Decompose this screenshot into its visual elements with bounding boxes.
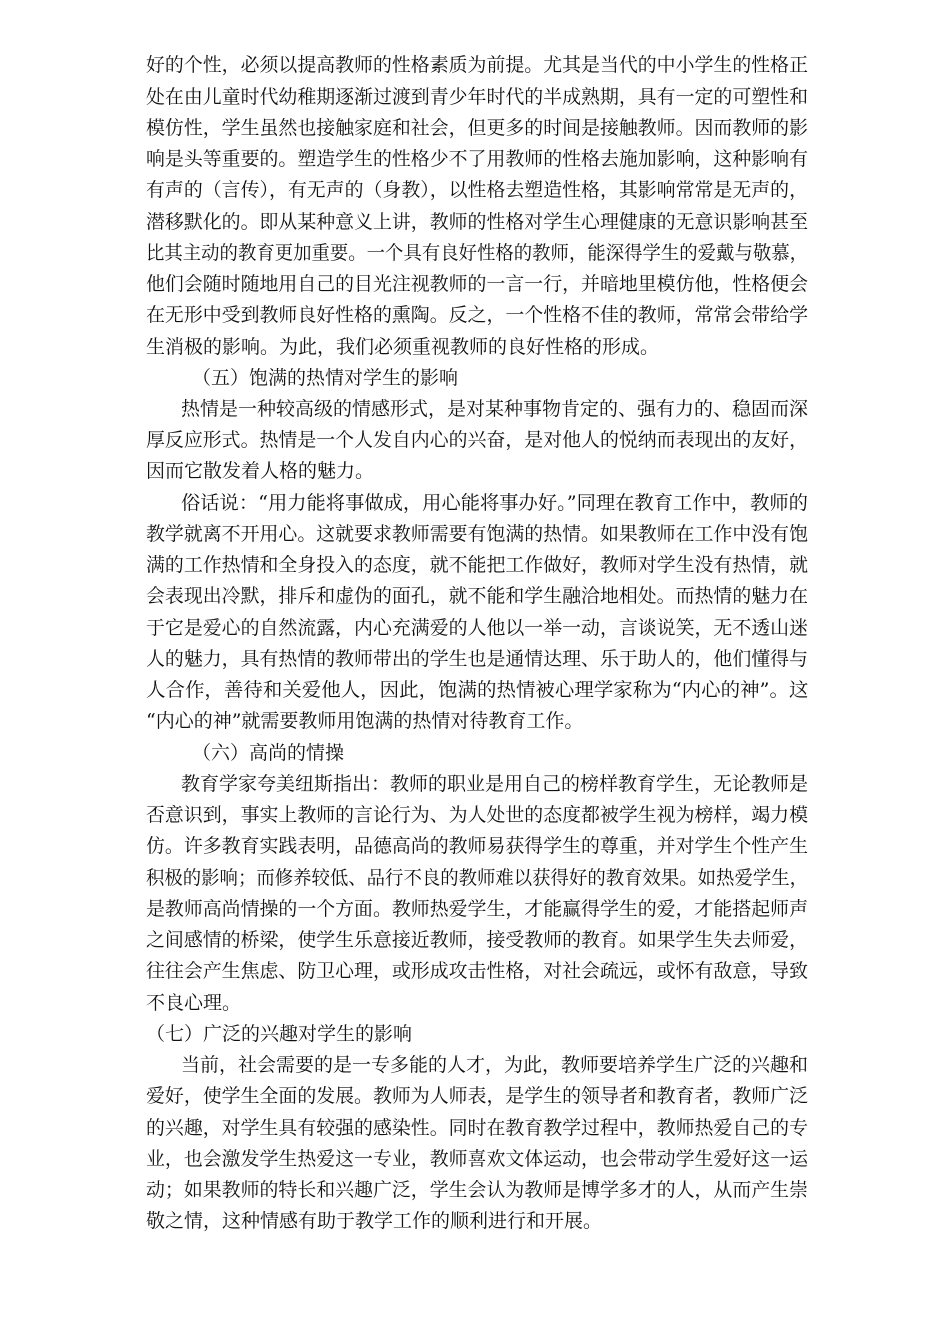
- paragraph-line: 不良心理。: [146, 992, 242, 1014]
- paragraph-line: 人合作，善待和关爱他人，因此，饱满的热情被心理学家称为“内心的神”。这: [146, 679, 809, 701]
- section-heading: （五）饱满的热情对学生的影响: [192, 367, 459, 389]
- paragraph-line: 于它是爱心的自然流露，内心充满爱的人他以一举一动，言谈说笑，无不透山迷: [146, 617, 809, 639]
- paragraph-line: 热情是一种较高级的情感形式，是对某种事物肯定的、强有力的、稳固而深: [181, 398, 809, 420]
- paragraph-line: 比其主动的教育更加重要。一个具有良好性格的教师，能深得学生的爱戴与敬慕，: [146, 242, 809, 264]
- section-heading: （七）广泛的兴趣对学生的影响: [146, 1023, 413, 1045]
- paragraph-line: 好的个性，必须以提高教师的性格素质为前提。尤其是当代的中小学生的性格正: [146, 54, 809, 76]
- paragraph-line: 模仿性，学生虽然也接触家庭和社会，但更多的时间是接触教师。因而教师的影: [146, 117, 809, 139]
- paragraph-line: 生消极的影响。为此，我们必须重视教师的良好性格的形成。: [146, 336, 660, 358]
- paragraph-line: 处在由儿童时代幼稚期逐渐过渡到青少年时代的半成熟期，具有一定的可塑性和: [146, 86, 809, 108]
- paragraph-line: 他们会随时随地用自己的目光注视教师的一言一行，并暗地里模仿他，性格便会: [146, 273, 809, 295]
- paragraph-line: 潜移默化的。即从某种意义上讲，教师的性格对学生心理健康的无意识影响甚至: [146, 211, 809, 233]
- paragraph-line: 是教师高尚情操的一个方面。教师热爱学生，才能赢得学生的爱，才能搭起师声: [146, 898, 809, 920]
- paragraph-line: 当前，社会需要的是一专多能的人才，为此，教师要培养学生广泛的兴趣和: [181, 1054, 809, 1076]
- paragraph-line: 有声的（言传），有无声的（身教），以性格去塑造性格，其影响常常是无声的，: [146, 179, 809, 201]
- paragraph-line: 仿。许多教育实践表明，品德高尚的教师易获得学生的尊重，并对学生个性产生: [146, 835, 809, 857]
- paragraph-line: 因而它散发着人格的魅力。: [146, 460, 375, 482]
- paragraph-line: 否意识到，事实上教师的言论行为、为人处世的态度都被学生视为榜样，竭力模: [146, 804, 809, 826]
- paragraph-line: 会表现出冷默，排斥和虚伪的面孔，就不能和学生融洽地相处。而热情的魅力在: [146, 585, 809, 607]
- paragraph-line: 在无形中受到教师良好性格的熏陶。反之，一个性格不佳的教师，常常会带给学: [146, 304, 809, 326]
- paragraph-line: 厚反应形式。热情是一个人发自内心的兴奋，是对他人的悦纳而表现出的友好，: [146, 429, 809, 451]
- paragraph-line: 教学就离不开用心。这就要求教师需要有饱满的热情。如果教师在工作中没有饱: [146, 523, 809, 545]
- paragraph-line: 教育学家夸美纽斯指出：教师的职业是用自己的榜样教育学生，无论教师是: [181, 773, 809, 795]
- paragraph-line: 的兴趣，对学生具有较强的感染性。同时在教育教学过程中，教师热爱自己的专: [146, 1117, 809, 1139]
- paragraph-line: 积极的影响；而修养较低、品行不良的教师难以获得好的教育效果。如热爱学生，: [146, 867, 809, 889]
- paragraph-line: “内心的神”就需要教师用饱满的热情对待教育工作。: [146, 710, 584, 732]
- paragraph-line: 往往会产生焦虑、防卫心理，或形成攻击性格，对社会疏远，或怀有敌意，导致: [146, 960, 809, 982]
- paragraph-line: 敬之情，这种情感有助于教学工作的顺利进行和开展。: [146, 1210, 603, 1232]
- section-heading: （六）高尚的情操: [192, 742, 345, 764]
- paragraph-line: 满的工作热情和全身投入的态度，就不能把工作做好，教师对学生没有热情，就: [146, 554, 809, 576]
- paragraph-line: 之间感情的桥梁，使学生乐意接近教师，接受教师的教育。如果学生失去师爱，: [146, 929, 809, 951]
- paragraph-line: 爱好，使学生全面的发展。教师为人师表，是学生的领导者和教育者，教师广泛: [146, 1085, 809, 1107]
- paragraph-line: 业，也会激发学生热爱这一专业，教师喜欢文体运动，也会带动学生爱好这一运: [146, 1148, 809, 1170]
- paragraph-line: 俗话说：“用力能将事做成，用心能将事办好。”同理在教育工作中，教师的: [181, 492, 808, 514]
- paragraph-line: 人的魅力，具有热情的教师带出的学生也是通情达理、乐于助人的，他们懂得与: [146, 648, 809, 670]
- paragraph-line: 响是头等重要的。塑造学生的性格少不了用教师的性格去施加影响，这种影响有: [146, 148, 809, 170]
- paragraph-line: 动；如果教师的特长和兴趣广泛，学生会认为教师是博学多才的人，从而产生崇: [146, 1179, 809, 1201]
